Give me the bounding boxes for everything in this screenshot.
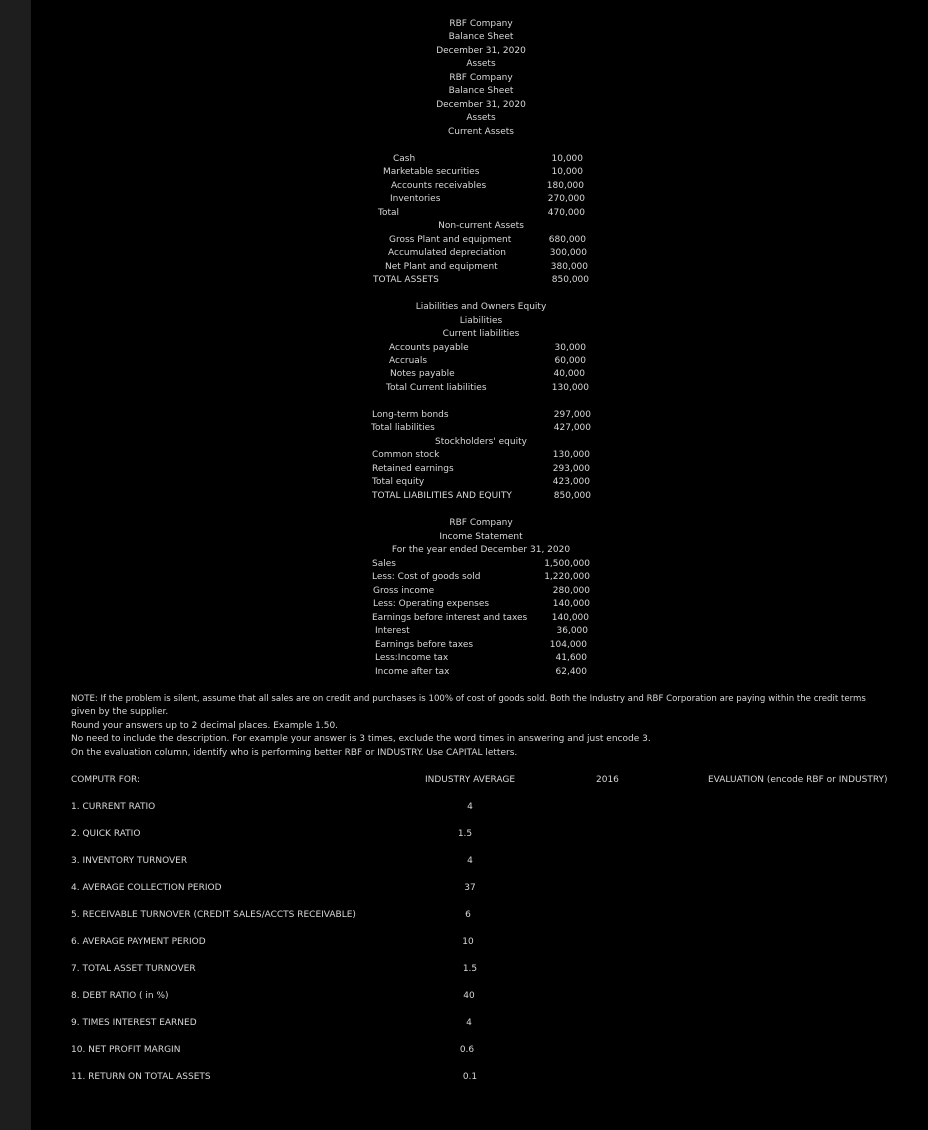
- ratio-label: 10. NET PROFIT MARGIN: [71, 1045, 181, 1055]
- row-value: 293,000: [552, 464, 590, 474]
- row-label: Common stock: [372, 450, 440, 460]
- row-value: 60,000: [554, 356, 586, 366]
- note-line: On the evaluation column, identify who is performing better RBF or INDUSTRY. Use CAPITAL letters.: [71, 748, 518, 758]
- ratio-label: 6. AVERAGE PAYMENT PERIOD: [71, 937, 206, 947]
- row-value: 10,000: [551, 167, 583, 177]
- bs-header-date: December 31, 2020: [436, 46, 526, 56]
- liabilities-heading: Liabilities: [459, 316, 503, 326]
- row-value: 36,000: [556, 626, 588, 636]
- row-label: Less: Cost of goods sold: [372, 572, 481, 582]
- ratio-industry-value: 4: [467, 802, 473, 812]
- row-value: 680,000: [548, 235, 586, 245]
- ratio-industry-value: 37: [464, 883, 476, 893]
- col-header-industry: INDUSTRY AVERAGE: [424, 775, 516, 785]
- row-label: Total equity: [372, 477, 425, 487]
- row-value: 140,000: [551, 613, 589, 623]
- row-label: Marketable securities: [383, 167, 480, 177]
- row-value: 1,500,000: [544, 559, 590, 569]
- ratio-industry-value: 0.6: [459, 1045, 475, 1055]
- row-label: Retained earnings: [372, 464, 454, 474]
- ratio-label: 1. CURRENT RATIO: [71, 802, 156, 812]
- row-value: 30,000: [554, 343, 586, 353]
- is-header-period: For the year ended December 31, 2020: [391, 545, 571, 555]
- row-value: 130,000: [551, 383, 589, 393]
- row-label: Accruals: [389, 356, 428, 366]
- ratio-industry-value: 0.1: [462, 1072, 478, 1082]
- row-value: 427,000: [553, 423, 591, 433]
- bs-header2-current-assets: Current Assets: [448, 127, 514, 137]
- ratio-label: 5. RECEIVABLE TURNOVER (CREDIT SALES/ACCTS RECEIVABLE): [71, 910, 356, 920]
- ratio-label: 4. AVERAGE COLLECTION PERIOD: [71, 883, 222, 893]
- row-label: TOTAL LIABILITIES AND EQUITY: [372, 491, 512, 501]
- note-line: Round your answers up to 2 decimal places. Example 1.50.: [71, 721, 339, 731]
- row-value: 470,000: [547, 208, 585, 218]
- row-label: Cash: [393, 154, 416, 164]
- row-value: 300,000: [549, 248, 587, 258]
- note-line: given by the supplier.: [71, 707, 169, 717]
- row-value: 280,000: [552, 586, 590, 596]
- is-header-company: RBF Company: [449, 518, 513, 528]
- row-value: 62,400: [555, 667, 587, 677]
- left-sidebar: [0, 0, 31, 1130]
- row-value: 850,000: [553, 491, 591, 501]
- bs-header-company: RBF Company: [449, 19, 513, 29]
- is-header-title: Income Statement: [439, 532, 523, 542]
- noncurrent-heading: Non-current Assets: [438, 221, 524, 231]
- ratio-label: 7. TOTAL ASSET TURNOVER: [71, 964, 196, 974]
- liabilities-equity-heading: Liabilities and Owners Equity: [415, 302, 547, 312]
- note-line: No need to include the description. For example your answer is 3 times, exclude the word times in answering and just encode 3.: [71, 734, 651, 744]
- ratio-industry-value: 1.5: [457, 829, 473, 839]
- col-header-evaluation: EVALUATION (encode RBF or INDUSTRY): [708, 775, 888, 785]
- row-value: 270,000: [547, 194, 585, 204]
- ratio-industry-value: 1.5: [462, 964, 478, 974]
- ratio-label: 3. INVENTORY TURNOVER: [71, 856, 188, 866]
- bs-header2-title: Balance Sheet: [448, 86, 514, 96]
- ratio-industry-value: 6: [465, 910, 471, 920]
- ratio-label: 8. DEBT RATIO ( in %): [71, 991, 169, 1001]
- bs-header-title: Balance Sheet: [448, 32, 514, 42]
- row-value: 10,000: [551, 154, 583, 164]
- ratio-label: 11. RETURN ON TOTAL ASSETS: [71, 1072, 211, 1082]
- row-label: Accounts payable: [389, 343, 469, 353]
- row-value: 41,600: [555, 653, 587, 663]
- row-label: TOTAL ASSETS: [373, 275, 439, 285]
- row-label: Accounts receivables: [391, 181, 487, 191]
- row-label: Net Plant and equipment: [385, 262, 498, 272]
- ratio-industry-value: 40: [463, 991, 475, 1001]
- row-value: 180,000: [546, 181, 584, 191]
- row-value: 140,000: [552, 599, 590, 609]
- row-label: Inventories: [390, 194, 441, 204]
- note-line: NOTE: If the problem is silent, assume that all sales are on credit and purchases is 100% of cost of goods sold. Both the Industry and RBF Corporation are paying within the credit terms: [71, 694, 866, 704]
- bs-header2-date: December 31, 2020: [436, 100, 526, 110]
- row-value: 380,000: [550, 262, 588, 272]
- row-label: Income after tax: [375, 667, 450, 677]
- row-label: Notes payable: [390, 369, 455, 379]
- row-label: Sales: [372, 559, 396, 569]
- row-value: 104,000: [549, 640, 587, 650]
- row-label: Long-term bonds: [372, 410, 449, 420]
- ratio-label: 9. TIMES INTEREST EARNED: [71, 1018, 197, 1028]
- row-label: Earnings before interest and taxes: [372, 613, 528, 623]
- row-label: Earnings before taxes: [375, 640, 474, 650]
- bs-header-assets: Assets: [466, 59, 496, 69]
- row-value: 1,220,000: [544, 572, 590, 582]
- row-label: Total Current liabilities: [386, 383, 487, 393]
- ratio-industry-value: 10: [462, 937, 474, 947]
- row-label: Interest: [375, 626, 410, 636]
- row-label: Total: [378, 208, 400, 218]
- row-value: 297,000: [553, 410, 591, 420]
- row-label: Less: Operating expenses: [373, 599, 490, 609]
- row-label: Gross Plant and equipment: [389, 235, 512, 245]
- bs-header2-company: RBF Company: [449, 73, 513, 83]
- equity-heading: Stockholders' equity: [435, 437, 527, 447]
- col-header-year: 2016: [596, 775, 619, 785]
- ratio-industry-value: 4: [467, 856, 473, 866]
- row-label: Gross income: [373, 586, 435, 596]
- bs-header2-assets: Assets: [466, 113, 496, 123]
- row-value: 40,000: [553, 369, 585, 379]
- row-value: 850,000: [551, 275, 589, 285]
- row-label: Total liabilities: [371, 423, 435, 433]
- row-value: 423,000: [552, 477, 590, 487]
- row-label: Less:Income tax: [375, 653, 449, 663]
- col-header-compute: COMPUTR FOR:: [71, 775, 141, 785]
- ratio-label: 2. QUICK RATIO: [71, 829, 141, 839]
- row-label: Accumulated depreciation: [388, 248, 506, 258]
- current-liabilities-heading: Current liabilities: [442, 329, 520, 339]
- row-value: 130,000: [552, 450, 590, 460]
- ratio-industry-value: 4: [466, 1018, 472, 1028]
